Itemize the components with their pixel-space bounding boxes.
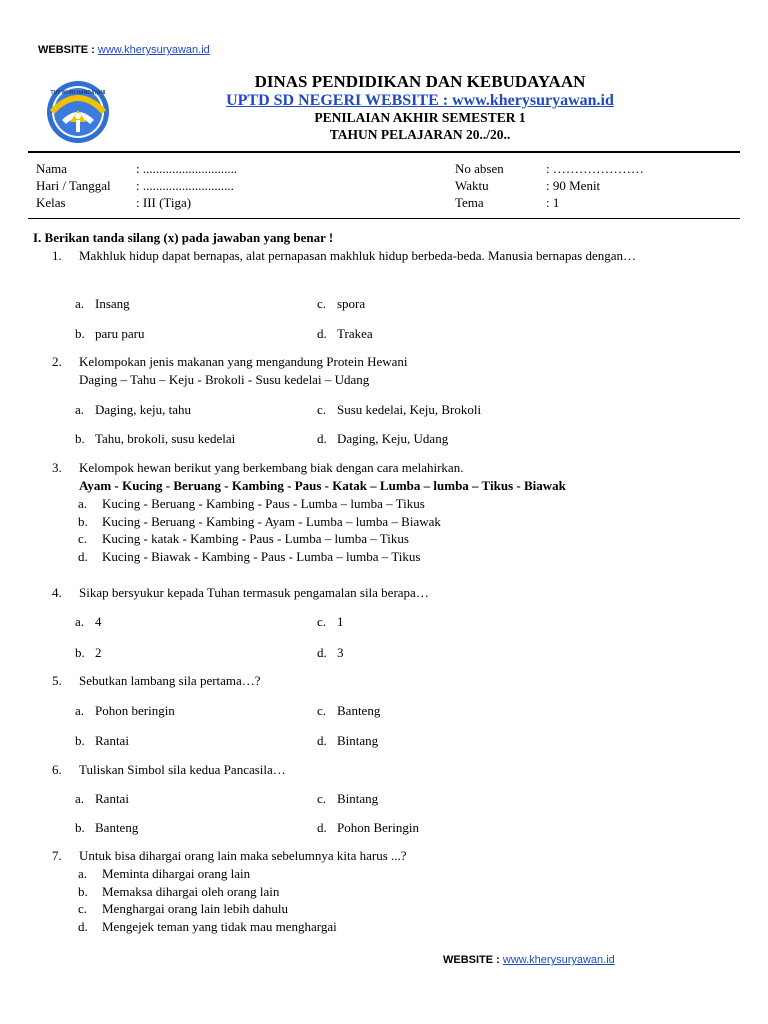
website-link[interactable]: www.kherysuryawan.id: [502, 954, 615, 966]
hari-label: Hari / Tanggal: [36, 178, 111, 193]
nama-label: Nama: [36, 161, 68, 176]
question-text: Kelompokan jenis makanan yang mengandung Protein Hewani: [79, 354, 408, 369]
question-text: Kelompok hewan berikut yang berkembang biak dengan cara melahirkan.: [79, 460, 464, 475]
q4-option-c[interactable]: c. 1: [317, 614, 344, 629]
waktu-value: : 90 Menit: [546, 178, 601, 193]
section-title: I. Berikan tanda silang (x) pada jawaban yang benar !: [33, 230, 334, 245]
q2-option-b[interactable]: b. Tahu, brokoli, susu kedelai: [75, 431, 236, 446]
q2-option-c[interactable]: c. Susu kedelai, Keju, Brokoli: [317, 402, 482, 417]
q7-option-c[interactable]: c. Menghargai orang lain lebih dahulu: [78, 901, 289, 916]
q6-option-b[interactable]: b. Banteng: [75, 820, 139, 835]
question-text-2: Daging – Tahu – Keju - Brokoli - Susu kedelai – Udang: [79, 372, 370, 387]
q4-option-a[interactable]: a. 4: [75, 614, 102, 629]
nama-value: : .............................: [136, 161, 238, 176]
question-text: Sebutkan lambang sila pertama…?: [79, 673, 261, 688]
kelas-value: : III (Tiga): [136, 195, 192, 210]
question-number: 3.: [52, 460, 62, 475]
q1-option-c[interactable]: c. spora: [317, 296, 366, 311]
website-label: WEBSITE :: [443, 954, 500, 966]
question-text: Tuliskan Simbol sila kedua Pancasila…: [79, 762, 286, 777]
header-line-3: PENILAIAN AKHIR SEMESTER 1: [314, 110, 526, 125]
question-text: Untuk bisa dihargai orang lain maka sebelumnya kita harus ...?: [79, 848, 407, 863]
q5-option-c[interactable]: c. Banteng: [317, 703, 381, 718]
q7-option-a[interactable]: a. Meminta dihargai orang lain: [78, 866, 251, 881]
q5-option-a[interactable]: a. Pohon beringin: [75, 703, 175, 718]
q4-option-b[interactable]: b. 2: [75, 645, 102, 660]
tema-value: : 1: [546, 195, 560, 210]
q4-option-d[interactable]: d. 3: [317, 645, 344, 660]
waktu-label: Waktu: [455, 178, 489, 193]
q3-option-b[interactable]: b. Kucing - Beruang - Kambing - Ayam - Lumba – lumba – Biawak: [78, 514, 441, 529]
question-number: 6.: [52, 762, 62, 777]
question-text: Sikap bersyukur kepada Tuhan termasuk pengamalan sila berapa…: [79, 585, 429, 600]
kelas-label: Kelas: [36, 195, 66, 210]
q3-option-c[interactable]: c. Kucing - katak - Kambing - Paus - Lumba – lumba – Tikus: [78, 531, 409, 546]
website-header: [38, 44, 210, 56]
website-link[interactable]: www.kherysuryawan.id: [97, 44, 210, 56]
q3-option-a[interactable]: a. Kucing - Beruang - Kambing - Paus - Lumba – lumba – Tikus: [78, 496, 425, 511]
header-divider: [28, 151, 740, 153]
q5-option-d[interactable]: d. Bintang: [317, 733, 379, 748]
website-footer: [443, 954, 615, 966]
tut-wuri-handayani-logo: [46, 80, 110, 144]
question-number: 7.: [52, 848, 62, 863]
q2-option-a[interactable]: a. Daging, keju, tahu: [75, 402, 192, 417]
header-line-1: DINAS PENDIDIKAN DAN KEBUDAYAAN: [254, 72, 586, 91]
q6-option-a[interactable]: a. Rantai: [75, 791, 129, 806]
q1-option-b[interactable]: b. paru paru: [75, 326, 145, 341]
q6-option-c[interactable]: c. Bintang: [317, 791, 379, 806]
q2-option-d[interactable]: d. Daging, Keju, Udang: [317, 431, 449, 446]
question-text-2: Ayam - Kucing - Beruang - Kambing - Paus - Katak – Lumba – lumba – Tikus - Biawak: [79, 478, 566, 493]
website-label: WEBSITE :: [38, 44, 95, 56]
question-number: 4.: [52, 585, 62, 600]
question-number: 1.: [52, 248, 62, 263]
question-number: 5.: [52, 673, 62, 688]
absen-value: : …………………: [546, 161, 644, 176]
q1-option-a[interactable]: a. Insang: [75, 296, 130, 311]
q7-option-d[interactable]: d. Mengejek teman yang tidak mau menghargai: [78, 919, 337, 934]
tema-label: Tema: [455, 195, 484, 210]
hari-value: : ............................: [136, 178, 234, 193]
q7-option-b[interactable]: b. Memaksa dihargai oleh orang lain: [78, 884, 280, 899]
question-text: Makhluk hidup dapat bernapas, alat pernapasan makhluk hidup berbeda-beda. Manusia bernapas dengan…: [79, 248, 637, 263]
absen-label: No absen: [455, 161, 504, 176]
q1-option-d[interactable]: d. Trakea: [317, 326, 373, 341]
info-divider: [28, 218, 740, 219]
header-line-2[interactable]: UPTD SD NEGERI WEBSITE : www.kherysuryawan.id: [226, 92, 614, 109]
q6-option-d[interactable]: d. Pohon Beringin: [317, 820, 419, 835]
question-number: 2.: [52, 354, 62, 369]
logo-text: TUT WURI HANDAYANI: [50, 90, 106, 96]
q5-option-b[interactable]: b. Rantai: [75, 733, 129, 748]
q3-option-d[interactable]: d. Kucing - Biawak - Kambing - Paus - Lumba – lumba – Tikus: [78, 549, 421, 564]
header-line-4: TAHUN PELAJARAN 20../20..: [329, 127, 511, 142]
